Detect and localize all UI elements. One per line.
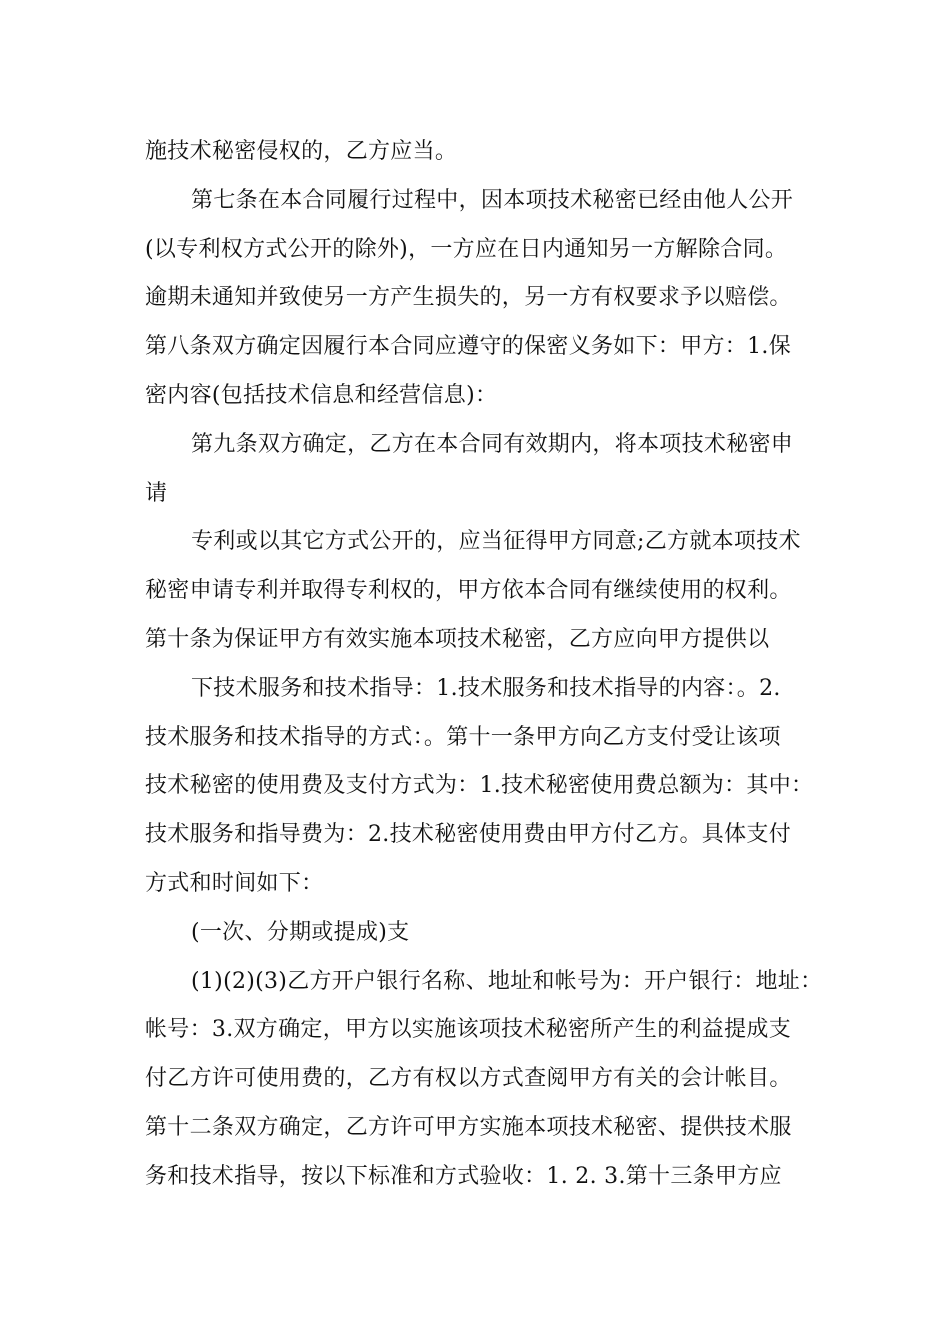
- text-line: (以专利权方式公开的除外)，一方应在日内通知另一方解除合同。: [145, 236, 788, 262]
- text-line: 密内容(包括技术信息和经营信息)：: [145, 382, 498, 408]
- text-line: (一次、分期或提成)支: [191, 919, 410, 945]
- text-line: 帐号：3.双方确定，甲方以实施该项技术秘密所产生的利益提成支: [145, 1017, 791, 1043]
- text-line: 专利或以其它方式公开的，应当征得甲方同意;乙方就本项技术: [191, 529, 801, 555]
- text-line: 付乙方许可使用费的，乙方有权以方式查阅甲方有关的会计帐目。: [145, 1066, 792, 1092]
- text-line: 秘密申请专利并取得专利权的，甲方依本合同有继续使用的权利。: [145, 578, 792, 604]
- text-line: 请: [145, 480, 168, 506]
- text-line: 第八条双方确定因履行本合同应遵守的保密义务如下：甲方：1.保: [145, 334, 791, 360]
- text-line: 务和技术指导，按以下标准和方式验收：1. 2. 3.第十三条甲方应: [145, 1163, 782, 1189]
- text-line: 第七条在本合同履行过程中，因本项技术秘密已经由他人公开: [191, 187, 794, 213]
- text-line: 逾期未通知并致使另一方产生损失的，另一方有权要求予以赔偿。: [145, 285, 792, 311]
- text-line: 下技术服务和技术指导：1.技术服务和技术指导的内容：。2.: [191, 675, 781, 701]
- text-line: 技术服务和技术指导的方式：。第十一条甲方向乙方支付受让该项: [145, 724, 781, 750]
- contract-body-text: [145, 128, 823, 1202]
- text-line: (1)(2)(3)乙方开户银行名称、地址和帐号为：开户银行：地址：: [191, 968, 823, 994]
- text-line: 第九条双方确定，乙方在本合同有效期内，将本项技术秘密申: [191, 431, 794, 457]
- text-line: 技术秘密的使用费及支付方式为：1.技术秘密使用费总额为：其中：: [145, 773, 814, 799]
- text-line: 施技术秘密侵权的，乙方应当。: [145, 139, 458, 164]
- text-line: 方式和时间如下：: [145, 870, 324, 896]
- text-line: 第十条为保证甲方有效实施本项技术秘密，乙方应向甲方提供以: [145, 626, 770, 652]
- text-line: 技术服务和指导费为：2.技术秘密使用费由甲方付乙方。具体支付: [145, 822, 791, 848]
- text-line: 第十二条双方确定，乙方许可甲方实施本项技术秘密、提供技术服: [145, 1114, 792, 1140]
